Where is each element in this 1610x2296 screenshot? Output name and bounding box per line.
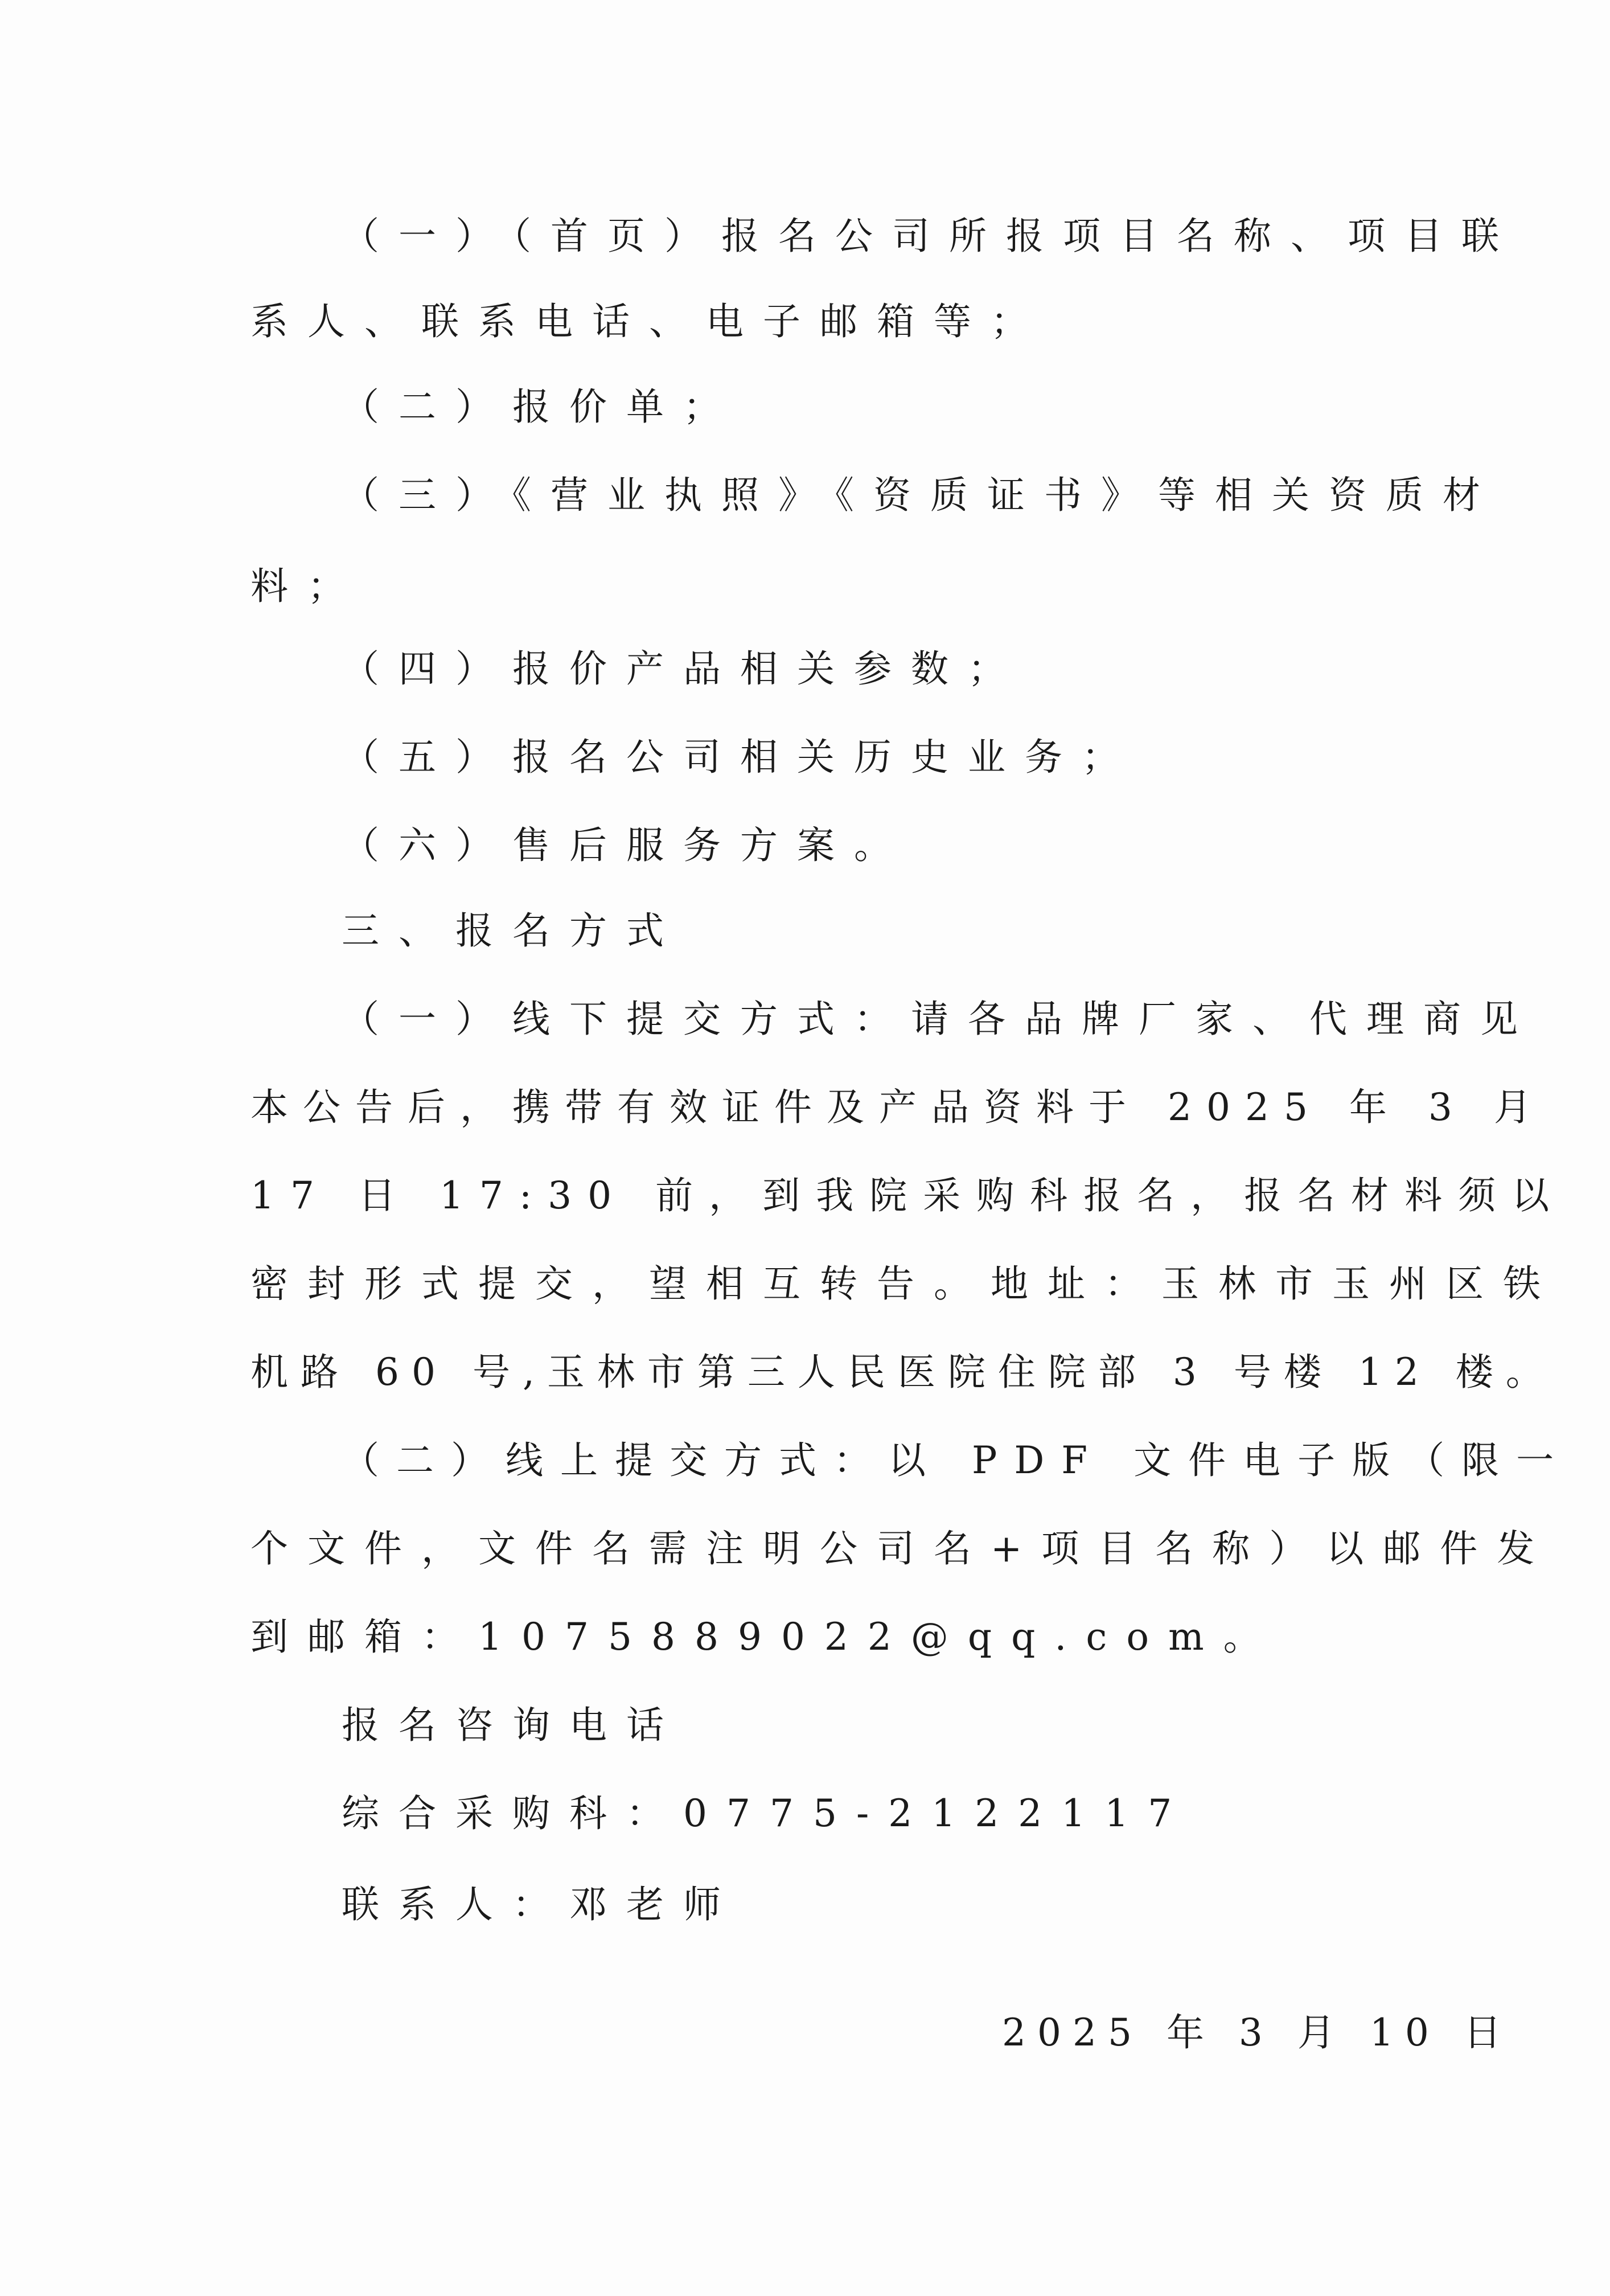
document-date: 2025 年 3 月 10 日 [1002, 2011, 1513, 2055]
offline-line-1: （一）线下提交方式：请各品牌厂家、代理商见 [342, 997, 1537, 1041]
item-4-line: （四）报价产品相关参数； [342, 647, 1025, 691]
item-1-line-1: （一）（首页）报名公司所报项目名称、项目联 [342, 214, 1518, 258]
item-3-line-1: （三）《营业执照》《资质证书》等相关资质材 [342, 473, 1500, 517]
item-6-line: （六）售后服务方案。 [342, 823, 911, 867]
offline-line-3: 17 日 17:30 前，到我院采购科报名，报名材料须以 [250, 1174, 1566, 1217]
online-line-2: 个文件，文件名需注明公司名+项目名称）以邮件发 [250, 1527, 1554, 1571]
inquiry-phone-label: 报名咨询电话 [342, 1703, 683, 1747]
item-1-line-2: 系人、联系电话、电子邮箱等； [250, 300, 1048, 343]
item-5-line: （五）报名公司相关历史业务； [342, 735, 1139, 779]
item-2-line: （二）报价单； [342, 385, 740, 429]
offline-line-5: 机路 60 号,玉林市第三人民医院住院部 3 号楼 12 楼。 [250, 1350, 1556, 1394]
online-line-3: 到邮箱：1075889022@qq.com。 [250, 1615, 1280, 1659]
item-3-line-2: 料； [250, 564, 364, 608]
procurement-phone: 综合采购科：0775-2122117 [342, 1791, 1192, 1835]
offline-line-4: 密封形式提交，望相互转告。地址：玉林市玉州区铁 [250, 1262, 1560, 1306]
contact-person: 联系人：邓老师 [342, 1883, 740, 1926]
section-heading-registration-method: 三、报名方式 [342, 909, 683, 953]
offline-line-2: 本公告后，携带有效证件及产品资料于 2025 年 3 月 [250, 1085, 1546, 1129]
online-line-1: （二）线上提交方式：以 PDF 文件电子版（限一 [342, 1438, 1571, 1482]
